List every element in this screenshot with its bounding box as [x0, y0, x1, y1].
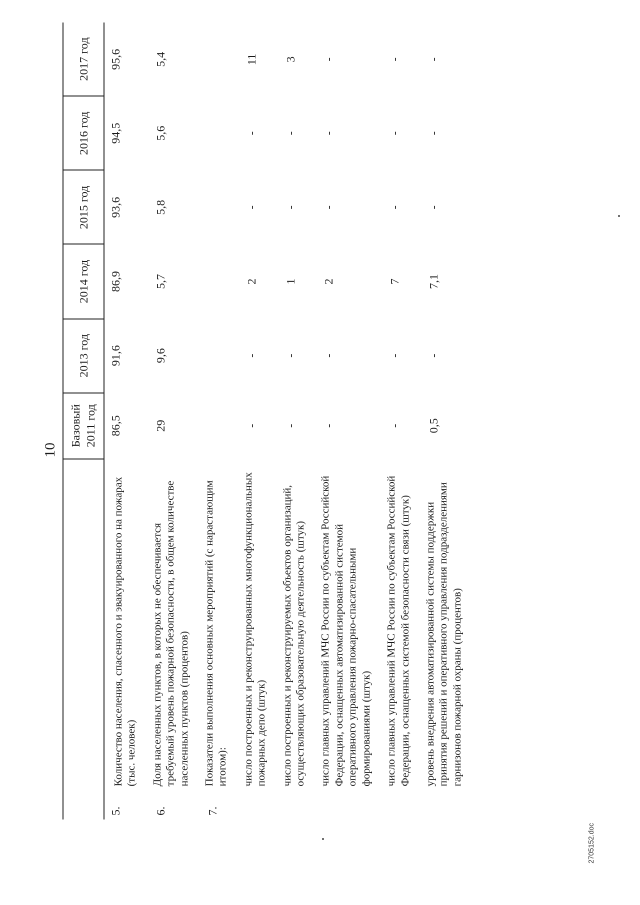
- row-number: [279, 790, 318, 819]
- cell-2017: -: [321, 57, 336, 62]
- cell-base-2011: [201, 393, 240, 459]
- cell-2016: -: [425, 131, 440, 136]
- cell-2014: 7,1: [425, 274, 440, 290]
- row-indicator: число построенных и реконструированных многофункциональных пожарных депо (штук): [241, 472, 268, 787]
- cell-2017: -: [387, 57, 402, 62]
- cell-2014: 86,9: [108, 271, 122, 293]
- indicators-table: [62, 23, 474, 820]
- row-number: [383, 790, 422, 819]
- cell-2014: 7: [387, 278, 402, 285]
- table-row: [240, 23, 279, 820]
- row-indicator: Доля населенных пунктов, в которых не обеспечивается требуемый уровень пожарной безопасности, в общем количестве населенных пунктов (процентов): [150, 480, 190, 787]
- cell-base-2011: 0,5: [425, 418, 440, 434]
- cell-2014: [201, 244, 240, 318]
- cell-base-2011: -: [387, 423, 402, 428]
- row-number: 7.: [205, 806, 220, 816]
- cell-2014: 5,7: [152, 274, 167, 290]
- row-indicator: число построенных и реконструируемых объектов организаций, осуществляющих образовательную деятельность (штук): [280, 484, 307, 787]
- page-number: 10: [42, 442, 58, 458]
- row-number: 5.: [108, 806, 122, 816]
- table-row: [422, 23, 474, 820]
- cell-2013: -: [387, 353, 402, 358]
- cell-base-2011: -: [282, 423, 297, 428]
- col-header-2013: 2013 год: [63, 319, 104, 393]
- cell-2017: 95,6: [108, 48, 122, 70]
- cell-2016: -: [321, 131, 336, 136]
- cell-2016: -: [387, 131, 402, 136]
- cell-2013: 9,6: [152, 348, 167, 364]
- col-header-num: [63, 790, 104, 819]
- cell-2015: -: [282, 205, 297, 210]
- cell-2017: [201, 23, 240, 97]
- cell-2013: -: [282, 353, 297, 358]
- row-number: [317, 790, 383, 819]
- cell-2015: 93,6: [108, 196, 122, 218]
- cell-2016: [201, 96, 240, 170]
- document-page: [40, 23, 600, 878]
- col-header-base-2011: Базовый 2011 год: [63, 393, 104, 459]
- col-header-2014: 2014 год: [63, 244, 104, 318]
- cell-2017: -: [425, 57, 440, 62]
- row-indicator: число главных управлений МЧС России по субъектам Российской Федерации, оснащенных системой безопасности связи (штук): [385, 475, 411, 787]
- table-header-row: [63, 23, 104, 820]
- cell-2017: 3: [282, 56, 297, 63]
- cell-2016: 94,5: [108, 122, 122, 144]
- cell-2014: 1: [282, 278, 297, 285]
- row-indicator: Количество населения, спасенного и эвакуированного на пожарах (тыс. человек): [112, 476, 138, 787]
- cell-base-2011: 29: [152, 419, 167, 432]
- row-number: [422, 790, 474, 819]
- document-file-code: 2705152.doc: [588, 823, 595, 864]
- cell-base-2011: -: [243, 423, 258, 428]
- cell-2017: 11: [243, 53, 258, 66]
- cell-2015: -: [243, 205, 258, 210]
- cell-base-2011: -: [321, 423, 336, 428]
- scan-speck: [618, 215, 620, 217]
- table-row: [279, 23, 318, 820]
- col-header-2015: 2015 год: [63, 170, 104, 244]
- row-indicator: Показатели выполнения основных мероприятий (с нарастающим итогом):: [203, 480, 229, 787]
- cell-2013: [201, 319, 240, 393]
- cell-2013: -: [243, 353, 258, 358]
- cell-2015: -: [321, 205, 336, 210]
- cell-base-2011: 86,5: [108, 415, 122, 437]
- cell-2015: [201, 170, 240, 244]
- table-row: [317, 23, 383, 820]
- cell-2013: -: [321, 353, 336, 358]
- table-row: [104, 23, 149, 820]
- cell-2015: -: [387, 205, 402, 210]
- table-row: [149, 23, 201, 820]
- cell-2013: 91,6: [108, 345, 122, 367]
- cell-2013: -: [425, 353, 440, 358]
- row-number: 6.: [152, 806, 167, 816]
- cell-2014: 2: [321, 278, 336, 285]
- scan-speck: [322, 838, 324, 840]
- table-row: [201, 23, 240, 820]
- row-number: [240, 790, 279, 819]
- cell-2017: 5,4: [152, 51, 167, 67]
- cell-2015: 5,8: [152, 199, 167, 215]
- row-indicator: число главных управлений МЧС России по субъектам Российской Федерации, оснащенных автоматизированной системой оперативного управления пожарно-спасательными формированиями (штук): [319, 475, 372, 787]
- row-indicator: уровень внедрения автоматизированной системы поддержки принятия решений и оперативного управления подразделениями гарнизонов пожарной охраны (процентов): [423, 482, 463, 787]
- col-header-indicator: [63, 459, 104, 791]
- cell-2016: -: [282, 131, 297, 136]
- cell-2016: 5,6: [152, 125, 167, 141]
- cell-2015: -: [425, 205, 440, 210]
- cell-2016: -: [243, 131, 258, 136]
- col-header-2017: 2017 год: [63, 23, 104, 97]
- table-row: [383, 23, 422, 820]
- cell-2014: 2: [243, 278, 258, 285]
- col-header-2016: 2016 год: [63, 96, 104, 170]
